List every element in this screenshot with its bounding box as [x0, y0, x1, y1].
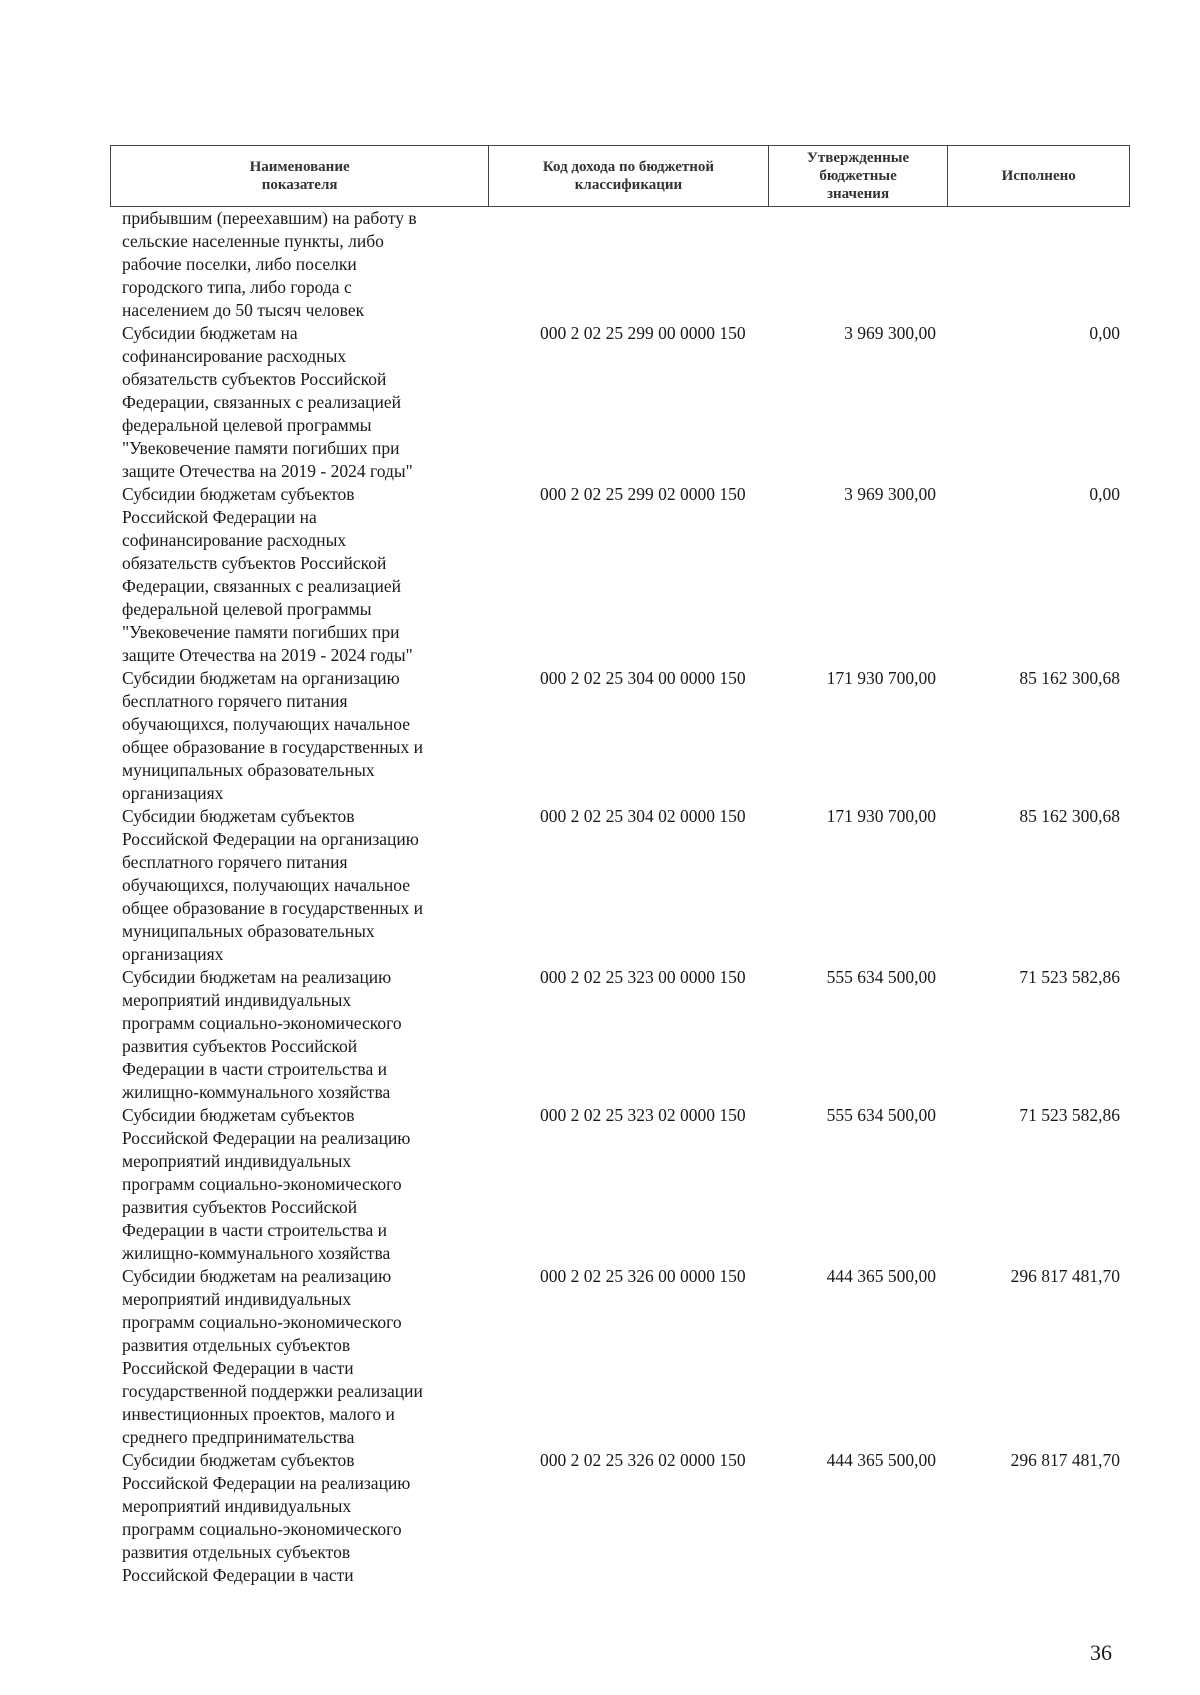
row-name: Субсидии бюджетам субъектов Российской Федерации на софинансирование расходных обязательств субъектов Российской Федерации, связанных с реализацией федеральной целевой программы "Увековечение памяти погибших при защите Отечества на 2019 - 2024 годы" — [122, 484, 413, 665]
row-name: Субсидии бюджетам на софинансирование расходных обязательств субъектов Российской Федерации, связанных с реализацией федеральной целевой программы "Увековечение памяти погибших при защите Отечества на 2019 - 2024 годы" — [122, 323, 413, 481]
row-name: Субсидии бюджетам на организацию бесплатного горячего питания обучающихся, получающих начальное общее образование в государственных и муниципальных образовательных организациях — [122, 668, 423, 803]
row-done: 85 162 300,68 — [1019, 668, 1120, 688]
row-name: Субсидии бюджетам на реализацию мероприятий индивидуальных программ социально-экономического развития отдельных субъектов Российской Федерации в части государственной поддержки реализации инвестиционных проектов, малого и среднего предпринимательства — [122, 1266, 423, 1447]
header-name: Наименование показателя — [249, 159, 350, 193]
row-name: Субсидии бюджетам субъектов Российской Федерации на организацию бесплатного горячего питания обучающихся, получающих начальное общее образование в государственных и муниципальных образовательных организациях — [122, 806, 423, 964]
row-approved: 3 969 300,00 — [844, 323, 936, 343]
row-done: 71 523 582,86 — [1019, 1105, 1120, 1125]
row-name: прибывшим (переехавшим) на работу в сельские населенные пункты, либо рабочие поселки, либо поселки городского типа, либо города с населением до 50 тысяч человек — [122, 208, 417, 320]
row-code: 000 2 02 25 299 00 0000 150 — [540, 323, 746, 343]
page-number: 36 — [1090, 1640, 1112, 1665]
header-approved: Утвержденные бюджетные значения — [768, 146, 948, 206]
row-code: 000 2 02 25 326 02 0000 150 — [540, 1450, 746, 1470]
row-name: Субсидии бюджетам субъектов Российской Федерации на реализацию мероприятий индивидуальных программ социально-экономического развития субъектов Российской Федерации в части строительства и жилищно-коммунального хозяйства — [122, 1105, 411, 1263]
row-done: 71 523 582,86 — [1019, 967, 1120, 987]
table-row — [110, 1449, 1130, 1587]
table-row — [110, 322, 1130, 483]
row-code: 000 2 02 25 304 02 0000 150 — [540, 806, 746, 826]
table-row — [110, 667, 1130, 805]
header-done: Исполнено — [947, 146, 1129, 206]
header-code: Код дохода по бюджетной классификации — [488, 146, 767, 206]
table-row — [110, 207, 1130, 322]
table-row — [110, 483, 1130, 667]
table-row — [110, 1104, 1130, 1265]
row-done: 296 817 481,70 — [1010, 1450, 1120, 1470]
budget-table — [110, 145, 1130, 1587]
row-approved: 444 365 500,00 — [826, 1266, 936, 1286]
row-done: 85 162 300,68 — [1019, 806, 1120, 826]
row-approved: 555 634 500,00 — [826, 967, 936, 987]
row-done: 0,00 — [1089, 484, 1120, 504]
row-code: 000 2 02 25 323 02 0000 150 — [540, 1105, 746, 1125]
row-code: 000 2 02 25 323 00 0000 150 — [540, 967, 746, 987]
row-code: 000 2 02 25 299 02 0000 150 — [540, 484, 746, 504]
table-row — [110, 966, 1130, 1104]
row-code: 000 2 02 25 326 00 0000 150 — [540, 1266, 746, 1286]
row-approved: 444 365 500,00 — [826, 1450, 936, 1470]
table-row — [110, 805, 1130, 966]
row-approved: 555 634 500,00 — [826, 1105, 936, 1125]
table-row — [110, 1265, 1130, 1449]
row-approved: 3 969 300,00 — [844, 484, 936, 504]
row-code: 000 2 02 25 304 00 0000 150 — [540, 668, 746, 688]
row-approved: 171 930 700,00 — [826, 806, 936, 826]
row-approved: 171 930 700,00 — [826, 668, 936, 688]
row-done: 296 817 481,70 — [1010, 1266, 1120, 1286]
row-name: Субсидии бюджетам субъектов Российской Федерации на реализацию мероприятий индивидуальных программ социально-экономического развития отдельных субъектов Российской Федерации в части — [122, 1450, 411, 1585]
row-done: 0,00 — [1089, 323, 1120, 343]
table-header — [110, 145, 1130, 207]
row-name: Субсидии бюджетам на реализацию мероприятий индивидуальных программ социально-экономического развития субъектов Российской Федерации в части строительства и жилищно-коммунального хозяйства — [122, 967, 402, 1102]
table-body — [110, 207, 1130, 1587]
